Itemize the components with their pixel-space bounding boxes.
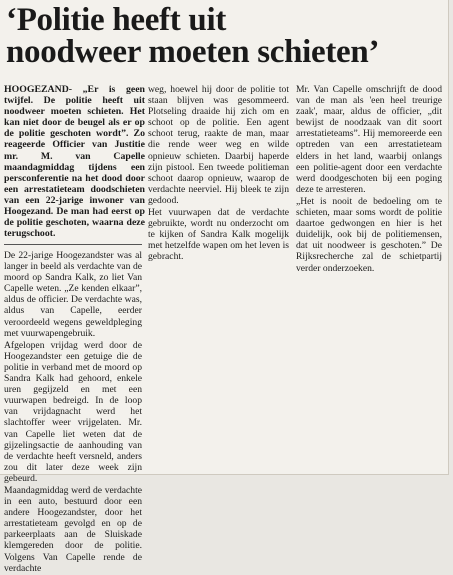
column-3-paragraph-1: Mr. Van Capelle omschrijft de dood van de man als 'een heel treurige zaak', maar, aldus de officier, „dit bewijst de noodzaak van dit soort arrestatieteams”. Hij memoreerde een optreden van een arrestatieteam elders in het land, waarbij onlangs een politie-agent door een verdachte werd doodgeschoten bij een poging deze te arresteren. [296, 84, 442, 195]
column-1-paragraph-1: De 22-jarige Hoogezandster was al langer in beeld als verdachte van de moord op Sandra Kalk, zo liet Van Capelle weten. „Ze kenden elkaar”, aldus de officier. De verdachte was, aldus van Capelle, eerder veroordeeld wegens geweldpleging met vuurwapengebruik. [4, 250, 142, 339]
column-3-paragraph-2: „Het is nooit de bedoeling om te schieten, maar soms wordt de politie daartoe gedwongen en hier is het duidelijk, ook bij de politiemensen, dat uit noodweer is geschoten.” De Rijksrecherche zal de schietpartij verder onderzoeken. [296, 195, 442, 274]
article-column-3 [296, 84, 442, 275]
column-1-paragraph-3: Maandagmiddag werd de verdachte in een auto, bestuurd door een andere Hoogezandster, door het arrestatieteam gevolgd en op de parkeerplaats aan de Sluiskade klemgereden door de politie. Volgens Van Capelle rende de verdachte [4, 484, 142, 574]
headline-line-1: ‘Politie heeft uit [6, 2, 227, 38]
headline [6, 4, 442, 68]
dateline-city: HOOGEZAND- [4, 84, 73, 95]
article-column-2 [148, 84, 289, 264]
column-1-paragraph-2: Afgelopen vrijdag werd door de Hoogezandster een getuige die de politie in verband met de moord op Sandra Kalk had gehoord, enkele uren gegijzeld en met een vuurwapen bedreigd. In de loop van vrijdagnacht werd het slachtoffer weer vrijgelaten. Mr. van Capelle liet weten dat de gijzelingsactie de aanhouding van de verdachte heeft versneld, anders zou dit later deze week zijn gebeurd. [4, 339, 142, 484]
headline-line-2: noodweer moeten schieten’ [6, 34, 380, 70]
column-2-paragraph-1: weg, hoewel hij door de politie tot staan blijven was gesommeerd. Plotseling draaide hij zich om en schoot op de politie. Een agent schoot terug, raakte de man, maar die rende weer weg en wilde opnieuw schieten. Daarbij haperde zijn pistool. Een tweede politieman schoot daarop opnieuw, waarop de verdachte neerviel. Hij bleek te zijn gedood. [148, 84, 289, 206]
lead-divider [4, 244, 142, 245]
column-2-paragraph-2: Het vuurwapen dat de verdachte gebruikte, wordt nu onderzocht om te kijken of Sandra Kalk mogelijk met hetzelfde wapen om het leven is gebracht. [148, 207, 289, 263]
article-lead [4, 84, 145, 240]
article-column-1 [4, 250, 142, 575]
lead-text: „Er is geen twijfel. De politie heeft uit noodweer moeten schieten. Het kan niet door de beugel als er op de politie geschoten wordt”. Zo reageerde Officier van Justitie mr. M. van Capelle maandagmiddag tijdens een persconferentie na het dood door een arrestatieteam doodschieten van een 22-jarige inwoner van Hoogezand. De man had eerst op de politie geschoten, waarna deze terugschoot. [4, 84, 145, 240]
